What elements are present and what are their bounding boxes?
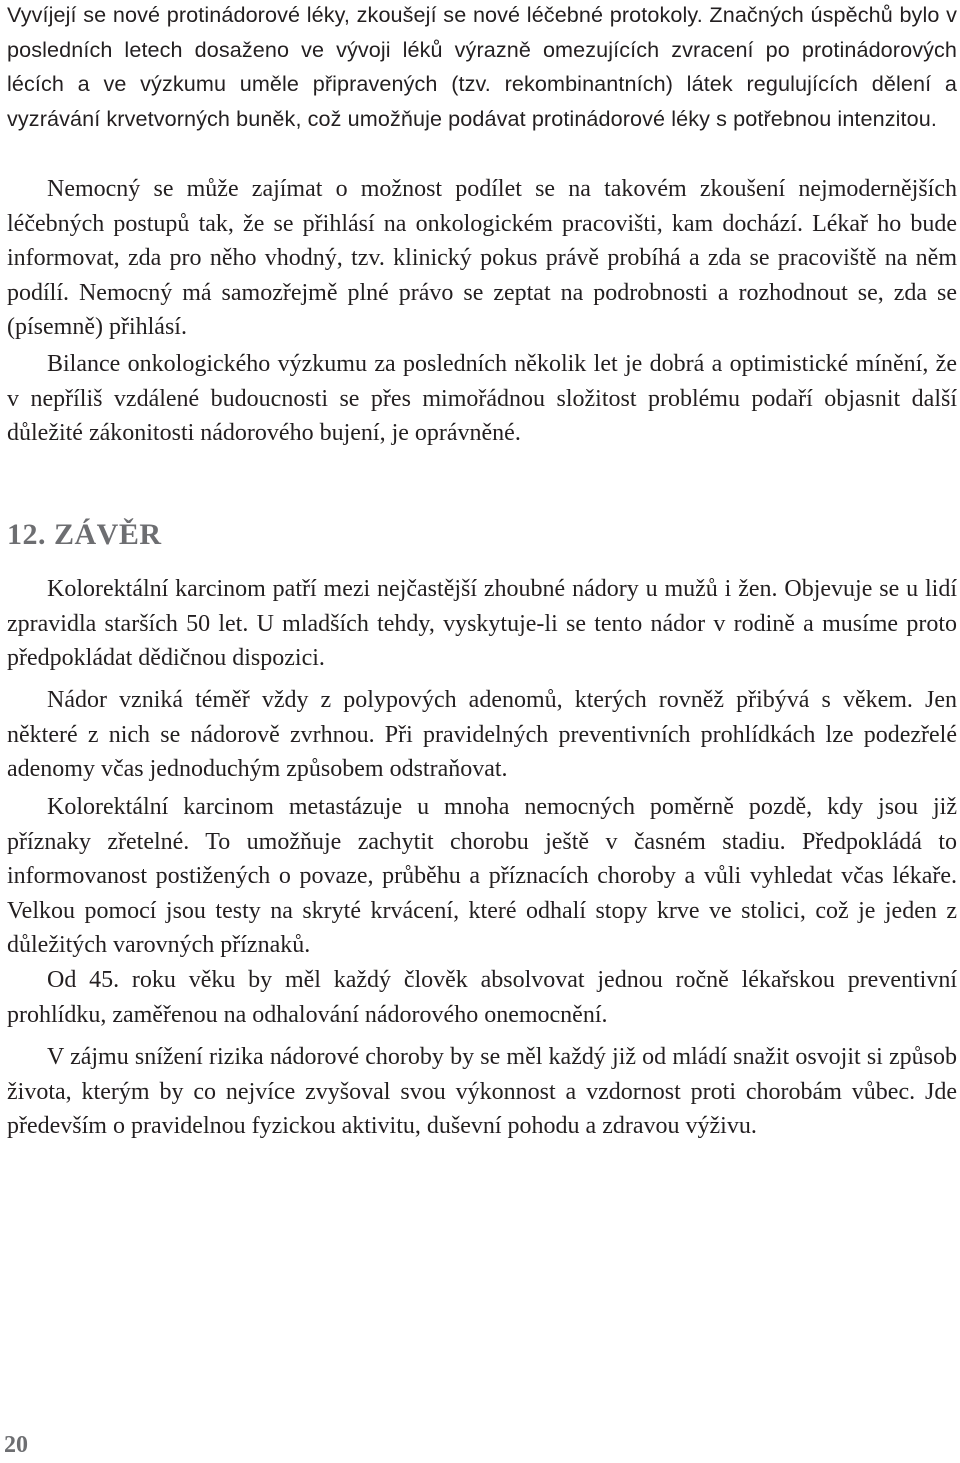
section-paragraph-1: Kolorektální karcinom patří mezi nejčastější zhoubné nádory u mužů i žen. Objevuje se u lidí zpravidla starších 50 let. U mladších tehdy, vyskytuje-li se tento nádor v rodině a musíme proto předpokládat dědičnou dispozici. — [7, 576, 957, 672]
intro-paragraph-3: Bilance onkologického výzkumu za posledních několik let je dobrá a optimistické mínění, že v nepříliš vzdálené budoucnosti se přes mimořádnou složitost problému podaří objasnit další důležité zákonitosti nádorového bujení, je oprávněné. — [7, 351, 957, 447]
section-heading: 12. ZÁVĚR — [7, 518, 162, 551]
intro-paragraph-2: Nemocný se může zajímat o možnost podílet se na takovém zkoušení nejmodernějších léčebných postupů tak, že se přihlásí na onkologickém pracovišti, kam dochází. Lékař ho bude informovat, zda pro něho vhodný, tzv. klinický pokus právě probíhá a zda se pracoviště na něm podílí. Nemocný má samozřejmě plné právo se zeptat na podrobnosti a rozhodnout se, zda se (písemně) přihlásí. — [7, 176, 957, 341]
section-paragraph-2: Nádor vzniká téměř vždy z polypových adenomů, kterých rovněž přibývá s věkem. Jen některé z nich se nádorově zvrhnou. Při pravidelných preventivních prohlídkách lze podezřelé adenomy včas jednoduchým způsobem odstraňovat. — [7, 687, 957, 783]
section-paragraph-5: V zájmu snížení rizika nádorové choroby by se měl každý již od mládí snažit osvojit si způsob života, kterým by co nejvíce zvyšoval svou výkonnost a vzdornost proti chorobám vůbec. Jde především o pravidelnou fyzickou aktivitu, duševní pohodu a zdravou výživu. — [7, 1044, 957, 1140]
intro-paragraph-1: Vyvíjejí se nové protinádorové léky, zkoušejí se nové léčebné protokoly. Značných úspěchů bylo v posledních letech dosaženo ve vývoji léků výrazně omezujících zvracení po protinádorových lécích a ve výzkumu uměle připravených (tzv. rekombinantních) látek regulujících dělení a vyzrávání krvetvorných buněk, což umožňuje podávat protinádorové léky s potřebnou intenzitou. — [7, 2, 957, 131]
section-paragraph-3: Kolorektální karcinom metastázuje u mnoha nemocných poměrně pozdě, kdy jsou již příznaky zřetelné. To umožňuje zachytit chorobu ještě v časném stadiu. Předpokládá to informovanost postižených o povaze, průběhu a příznacích choroby a vůli vyhledat včas lékaře. Velkou pomocí jsou testy na skryté krvácení, které odhalí stopy krve ve stolici, což je jeden z důležitých varovných příznaků. — [7, 794, 957, 959]
section-paragraph-4: Od 45. roku věku by měl každý člověk absolvovat jednou ročně lékařskou preventivní prohlídku, zaměřenou na odhalování nádorového onemocnění. — [7, 967, 957, 1028]
page-number: 20 — [4, 1432, 28, 1458]
